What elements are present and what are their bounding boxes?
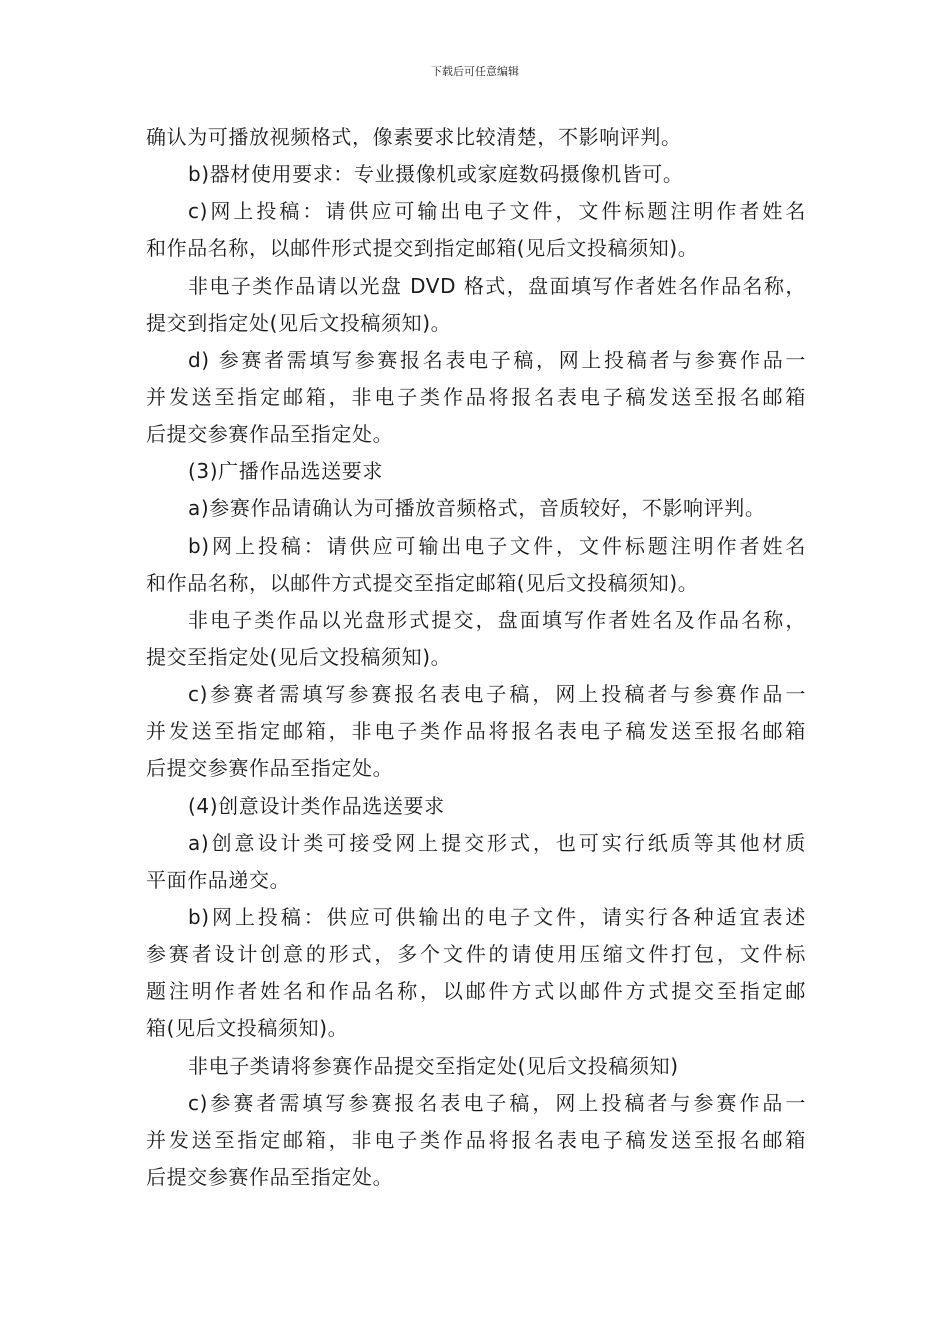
text-line: b)网上投稿：供应可供输出的电子文件，请实行各种适宜表述 [188, 904, 806, 929]
text-line: 非电子类作品以光盘形式提交，盘面填写作者姓名及作品名称， [188, 607, 806, 632]
text-line: c)网上投稿：请供应可输出电子文件，文件标题注明作者姓名 [188, 199, 806, 224]
text-line: 和作品名称，以邮件方式提交至指定邮箱(见后文投稿须知)。 [146, 570, 699, 595]
text-line: 并发送至指定邮箱，非电子类作品将报名表电子稿发送至报名邮箱 [146, 719, 806, 744]
page-header: 下载后可任意编辑 [431, 65, 519, 78]
text-line: 参赛者设计创意的形式，多个文件的请使用压缩文件打包，文件标 [146, 942, 806, 967]
text-line: 后提交参赛作品至指定处。 [146, 422, 394, 447]
text-line: 后提交参赛作品至指定处。 [146, 1164, 394, 1189]
text-line: 非电子类请将参赛作品提交至指定处(见后文投稿须知) [188, 1053, 679, 1078]
text-line: 题注明作者姓名和作品名称，以邮件方式以邮件方式提交至指定邮 [146, 979, 806, 1004]
text-line: 非电子类作品请以光盘 DVD 格式，盘面填写作者姓名作品名称， [188, 273, 806, 298]
text-line: b)网上投稿：请供应可输出电子文件，文件标题注明作者姓名 [188, 533, 806, 558]
text-line: 并发送至指定邮箱，非电子类作品将报名表电子稿发送至报名邮箱 [146, 384, 806, 409]
text-line: (3)广播作品选送要求 [188, 459, 383, 484]
text-line: d) 参赛者需填写参赛报名表电子稿，网上投稿者与参赛作品一 [188, 347, 806, 372]
text-line: 提交到指定处(见后文投稿须知)。 [146, 310, 452, 335]
text-line: 确认为可播放视频格式，像素要求比较清楚，不影响评判。 [146, 125, 682, 149]
text-line: 后提交参赛作品至指定处。 [146, 756, 394, 781]
text-line: b)器材使用要求：专业摄像机或家庭数码摄像机皆可。 [188, 162, 684, 187]
text-line: c)参赛者需填写参赛报名表电子稿，网上投稿者与参赛作品一 [188, 682, 806, 707]
text-line: c)参赛者需填写参赛报名表电子稿，网上投稿者与参赛作品一 [188, 1090, 806, 1115]
text-line: 平面作品递交。 [146, 867, 291, 892]
text-line: 箱(见后文投稿须知)。 [146, 1016, 349, 1041]
text-line: 提交至指定处(见后文投稿须知)。 [146, 644, 452, 669]
text-line: a)创意设计类可接受网上提交形式，也可实行纸质等其他材质 [188, 830, 806, 855]
document-body [146, 119, 806, 1196]
text-line: (4)创意设计类作品选送要求 [188, 793, 445, 818]
text-line: a)参赛作品请确认为可播放音频格式，音质较好，不影响评判。 [188, 496, 766, 521]
text-line: 并发送至指定邮箱，非电子类作品将报名表电子稿发送至报名邮箱 [146, 1127, 806, 1152]
text-line: 和作品名称，以邮件形式提交到指定邮箱(见后文投稿须知)。 [146, 236, 699, 261]
